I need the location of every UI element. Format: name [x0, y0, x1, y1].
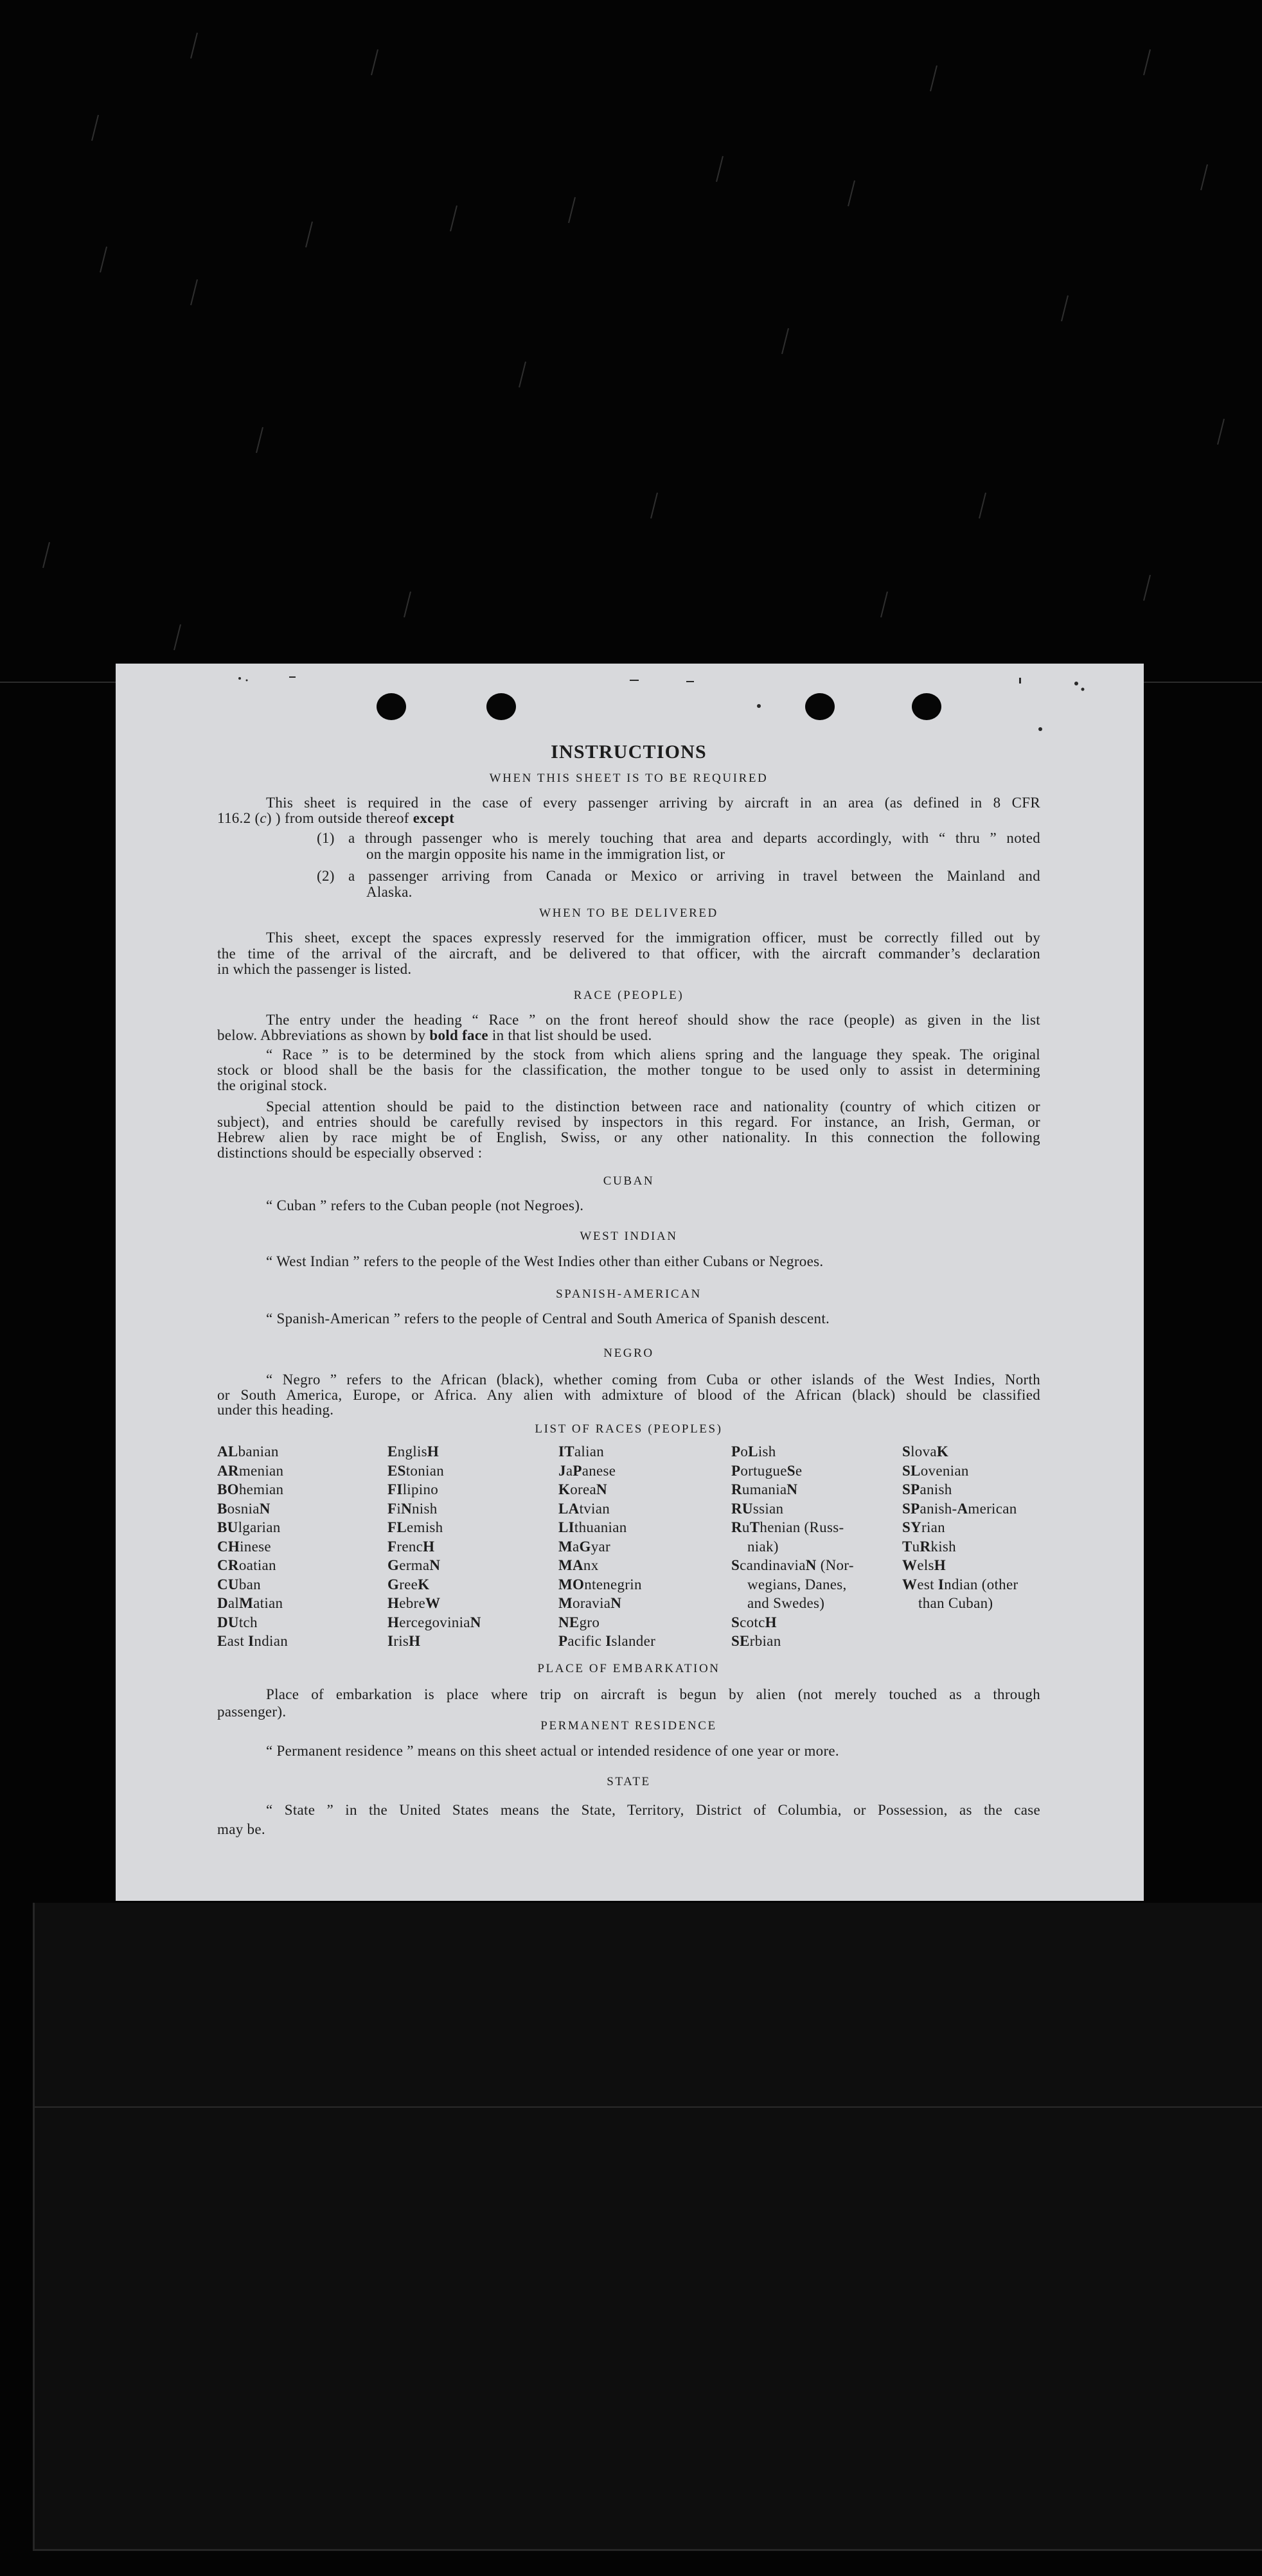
race-abbreviation-letters: A — [957, 1500, 968, 1517]
race-abbreviation-letters: N — [596, 1481, 607, 1497]
race-entry — [558, 1594, 655, 1613]
race-abbreviation-letters: DU — [217, 1614, 239, 1630]
race-abbreviation-letters: T — [749, 1519, 760, 1535]
section-heading-list-of-races: LIST OF RACES (PEOPLES) — [535, 1422, 723, 1436]
race-name-continuation: and Swedes) — [747, 1595, 825, 1611]
race-abbreviation-letters: H — [387, 1614, 400, 1630]
race-abbreviation-letters: SP — [902, 1500, 920, 1517]
exception-line: a passenger arriving from Canada or Mexico or arriving in travel between the Mainland and — [348, 868, 1040, 884]
race-abbreviation-letters: S — [731, 1614, 740, 1630]
paragraph-when-required — [217, 795, 1040, 826]
race-abbreviation-letters: J — [558, 1462, 566, 1479]
race-abbreviation-letters: FI — [387, 1481, 403, 1497]
exception-item — [217, 868, 1040, 900]
race-name: RuThenian (Russ- — [731, 1519, 844, 1535]
race-entry — [387, 1442, 481, 1461]
race-entry — [217, 1480, 288, 1499]
text-run: below. Abbreviations as shown by — [217, 1027, 430, 1043]
punch-hole — [486, 693, 516, 720]
race-entry — [558, 1632, 655, 1651]
race-abbreviation-letters: P — [731, 1462, 741, 1479]
race-name: PortugueSe — [731, 1462, 803, 1479]
race-name: GermaN — [387, 1557, 441, 1573]
race-entry — [217, 1594, 288, 1613]
race-abbreviation-letters: N — [787, 1481, 798, 1497]
race-entry — [558, 1556, 655, 1575]
race-entry — [731, 1442, 854, 1461]
race-name: ARmenian — [217, 1462, 284, 1479]
race-abbreviation-letters: G — [579, 1538, 591, 1555]
race-name: BUlgarian — [217, 1519, 281, 1535]
race-name: IrisH — [387, 1633, 421, 1649]
paragraph-line: Place of embarkation is place where trip on aircraft is begun by alien (not merely touched as a through — [266, 1686, 1040, 1702]
punch-hole — [805, 693, 835, 720]
exception-line: Alaska. — [366, 884, 413, 900]
race-name: EStonian — [387, 1462, 445, 1479]
race-abbreviation-letters: K — [418, 1576, 430, 1592]
race-entry — [902, 1556, 1018, 1575]
race-entry — [387, 1518, 481, 1537]
scan-specks — [116, 664, 1144, 741]
race-entry — [387, 1461, 481, 1481]
race-column — [558, 1442, 655, 1651]
race-entry — [902, 1499, 1018, 1519]
race-abbreviation-letters: H — [427, 1443, 440, 1460]
paragraph-race-entry — [217, 1012, 1040, 1043]
race-abbreviation-letters: SL — [902, 1462, 921, 1479]
race-name-continuation: wegians, Danes, — [747, 1576, 847, 1592]
race-entry — [731, 1613, 854, 1632]
section-heading-permanent-residence: PERMANENT RESIDENCE — [540, 1719, 717, 1733]
race-entry — [731, 1518, 854, 1556]
race-abbreviation-letters: I — [605, 1633, 612, 1649]
race-abbreviation-letters: SE — [731, 1633, 750, 1649]
race-name: LIthuanian — [558, 1519, 627, 1535]
race-abbreviation-letters: RU — [731, 1500, 753, 1517]
paragraph-line: Hebrew alien by race might be of English, Swiss, or any other nationality. In this connection the following — [217, 1129, 1040, 1145]
race-abbreviation-letters: SP — [902, 1481, 920, 1497]
paragraph-line: “ West Indian ” refers to the people of the West Indies other than either Cubans or Negroes. — [266, 1253, 824, 1269]
race-entry — [731, 1632, 854, 1651]
race-entry — [902, 1575, 1018, 1613]
race-name: SPanish-American — [902, 1500, 1017, 1517]
text-run: ) ) from outside thereof — [266, 810, 413, 826]
race-entry — [387, 1499, 481, 1519]
race-abbreviation-letters: W — [425, 1595, 441, 1611]
exception-line: a through passenger who is merely touching that area and departs accordingly, with “ thru ” noted — [348, 830, 1040, 846]
race-abbreviation-letters: K — [558, 1481, 571, 1497]
race-abbreviation-letters: LA — [558, 1500, 580, 1517]
race-column — [902, 1442, 1018, 1613]
race-name: JaPanese — [558, 1462, 616, 1479]
race-name: BosniaN — [217, 1500, 271, 1517]
race-entry — [558, 1518, 655, 1537]
adjacent-film-frame — [33, 1903, 1262, 2551]
paragraph-place-of-embarkation — [217, 1686, 1040, 1720]
race-abbreviation-letters: CH — [217, 1538, 240, 1555]
paragraph-permanent-residence — [217, 1743, 1040, 1759]
race-entry — [558, 1480, 655, 1499]
race-name: MOntenegrin — [558, 1576, 642, 1592]
race-abbreviation-letters: P — [731, 1443, 741, 1460]
paragraph-line: This sheet, except the spaces expressly reserved for the immigration officer, must be correctly filled out by — [266, 930, 1040, 946]
paragraph-line: “ Race ” is to be determined by the stock from which aliens spring and the language they speak. The original — [266, 1046, 1040, 1063]
race-name: FrencH — [387, 1538, 435, 1555]
race-abbreviation-letters: M — [239, 1595, 254, 1611]
race-entry — [387, 1594, 481, 1613]
race-column — [217, 1442, 288, 1651]
race-abbreviation-letters: E — [217, 1633, 227, 1649]
race-entry — [217, 1518, 288, 1537]
race-abbreviation-letters: R — [920, 1538, 931, 1555]
paragraph-line: subject), and entries should be carefully revised by inspectors in this regard. For instance, an Irish, German, or — [217, 1114, 1040, 1130]
paragraph-line: passenger). — [217, 1704, 287, 1720]
race-column — [731, 1442, 854, 1651]
section-heading-west-indian: WEST INDIAN — [580, 1230, 678, 1243]
race-name-continuation: than Cuban) — [918, 1595, 993, 1611]
italic-text: c — [260, 810, 267, 826]
paragraph-line: The entry under the heading “ Race ” on the front hereof should show the race (people) as given in the list — [266, 1012, 1040, 1028]
race-name: FLemish — [387, 1519, 443, 1535]
race-name: RUssian — [731, 1500, 784, 1517]
race-entry — [217, 1613, 288, 1632]
race-name: ALbanian — [217, 1443, 279, 1460]
paragraph-line: stock or blood shall be the basis for the classification, the mother tongue to be used only to assist in determining — [217, 1062, 1040, 1078]
paragraph-line: the time of the arrival of the aircraft, and be delivered to that officer, with the aircraft commander’s declaration — [217, 945, 1040, 962]
race-name: SlovaK — [902, 1443, 949, 1460]
race-entry — [558, 1499, 655, 1519]
race-abbreviation-letters: N — [805, 1557, 817, 1573]
race-name: ScotcH — [731, 1614, 777, 1630]
race-abbreviation-letters: H — [765, 1614, 777, 1630]
race-name: ITalian — [558, 1443, 605, 1460]
race-abbreviation-letters: N — [610, 1595, 622, 1611]
punch-hole — [912, 693, 941, 720]
section-heading-place-of-embarkation: PLACE OF EMBARKATION — [537, 1662, 720, 1675]
race-name: HercegoviniaN — [387, 1614, 481, 1630]
punch-hole — [377, 693, 406, 720]
race-name: West Indian (other — [902, 1576, 1018, 1592]
race-abbreviation-letters: IT — [558, 1443, 574, 1460]
race-name: FiNnish — [387, 1500, 438, 1517]
race-name-continuation: niak) — [747, 1538, 779, 1555]
paragraph-negro — [217, 1372, 1040, 1418]
race-abbreviation-letters: S — [902, 1443, 911, 1460]
race-abbreviation-letters: ES — [387, 1462, 406, 1479]
paragraph-line: or South America, Europe, or Africa. Any alien with admixture of blood of the African (black) should be classified — [217, 1386, 1040, 1403]
paragraph-race-nationality — [217, 1099, 1040, 1161]
bold-text: bold face — [429, 1027, 488, 1043]
race-abbreviation-letters: I — [248, 1633, 254, 1649]
race-entry — [558, 1461, 655, 1481]
paragraph-line: “ Spanish-American ” refers to the people of Central and South America of Spanish descent. — [266, 1310, 830, 1327]
race-abbreviation-letters: K — [936, 1443, 949, 1460]
race-name: RumaniaN — [731, 1481, 798, 1497]
race-name: GreeK — [387, 1576, 430, 1592]
section-heading-when-required: WHEN THIS SHEET IS TO BE REQUIRED — [489, 772, 769, 785]
race-name: WelsH — [902, 1557, 946, 1573]
race-entry — [558, 1575, 655, 1594]
paragraph-line: may be. — [217, 1821, 265, 1837]
section-heading-cuban: CUBAN — [603, 1174, 655, 1188]
race-name: MaGyar — [558, 1538, 611, 1555]
race-abbreviation-letters: H — [423, 1538, 435, 1555]
race-abbreviation-letters: L — [748, 1443, 758, 1460]
film-frame-line — [35, 2106, 1262, 2108]
document-title: INSTRUCTIONS — [551, 741, 707, 763]
paragraph-line: Special attention should be paid to the distinction between race and nationality (country of which citizen or — [266, 1098, 1040, 1115]
race-column — [387, 1442, 481, 1651]
race-entry — [902, 1518, 1018, 1537]
race-entry — [558, 1613, 655, 1632]
race-abbreviation-letters: CU — [217, 1576, 239, 1592]
instructions-sheet — [116, 664, 1144, 1901]
race-entry — [217, 1499, 288, 1519]
race-abbreviation-letters: AL — [217, 1443, 238, 1460]
race-abbreviation-letters: F — [387, 1500, 397, 1517]
race-abbreviation-letters: H — [409, 1633, 421, 1649]
race-entry — [558, 1442, 655, 1461]
race-abbreviation-letters: BU — [217, 1519, 238, 1535]
race-abbreviation-letters: LI — [558, 1519, 574, 1535]
race-entry — [387, 1613, 481, 1632]
section-heading-race: RACE (PEOPLE) — [573, 989, 684, 1002]
race-name: MAnx — [558, 1557, 599, 1573]
paragraph-line: “ Negro ” refers to the African (black), whether coming from Cuba or other islands of the West Indies, North — [266, 1372, 1040, 1388]
race-list — [116, 1442, 1144, 1654]
race-abbreviation-letters: W — [902, 1557, 918, 1573]
race-name: BOhemian — [217, 1481, 284, 1497]
race-entry — [731, 1556, 854, 1613]
race-name: SErbian — [731, 1633, 781, 1649]
race-name: CUban — [217, 1576, 261, 1592]
race-abbreviation-letters: E — [387, 1443, 398, 1460]
race-abbreviation-letters: MO — [558, 1576, 585, 1592]
race-abbreviation-letters: BO — [217, 1481, 239, 1497]
paragraph-line: “ Cuban ” refers to the Cuban people (not Negroes). — [266, 1197, 584, 1213]
race-name: Pacific Islander — [558, 1633, 656, 1649]
race-name: EnglisH — [387, 1443, 440, 1460]
race-entry — [217, 1442, 288, 1461]
race-entry — [902, 1442, 1018, 1461]
race-name: ScandinaviaN (Nor- — [731, 1557, 854, 1573]
paragraph-race-definition — [217, 1047, 1040, 1093]
paragraph-line: distinctions should be especially observed : — [217, 1145, 483, 1161]
race-name: SLovenian — [902, 1462, 969, 1479]
race-abbreviation-letters: M — [558, 1595, 573, 1611]
section-heading-spanish-american: SPANISH-AMERICAN — [556, 1287, 702, 1301]
race-entry — [902, 1480, 1018, 1499]
race-entry — [902, 1461, 1018, 1481]
race-abbreviation-letters: M — [558, 1538, 573, 1555]
race-name: DalMatian — [217, 1595, 283, 1611]
race-abbreviation-letters: N — [259, 1500, 271, 1517]
race-abbreviation-letters: NE — [558, 1614, 580, 1630]
film-scratches — [0, 0, 1262, 662]
race-abbreviation-letters: B — [217, 1500, 227, 1517]
race-entry — [217, 1461, 288, 1481]
race-abbreviation-letters: I — [938, 1576, 945, 1592]
race-abbreviation-letters: T — [902, 1538, 912, 1555]
race-abbreviation-letters: N — [401, 1500, 412, 1517]
race-name: East Indian — [217, 1633, 289, 1649]
exception-number: (2) — [317, 868, 335, 884]
paragraph-line: the original stock. — [217, 1077, 328, 1093]
race-abbreviation-letters: W — [902, 1576, 918, 1592]
race-abbreviation-letters: AR — [217, 1462, 239, 1479]
race-name: PoLish — [731, 1443, 776, 1460]
race-abbreviation-letters: P — [573, 1462, 582, 1479]
race-name: MoraviaN — [558, 1595, 622, 1611]
paragraph-line: This sheet is required in the case of every passenger arriving by aircraft in an area (as defined in 8 CFR — [266, 795, 1040, 811]
paragraph-spanish-american — [217, 1311, 1040, 1327]
race-abbreviation-letters: N — [470, 1614, 481, 1630]
race-name: KoreaN — [558, 1481, 607, 1497]
race-entry — [902, 1537, 1018, 1557]
paragraph-cuban — [217, 1198, 1040, 1213]
race-abbreviation-letters: R — [731, 1481, 742, 1497]
race-entry — [387, 1556, 481, 1575]
race-name: SPanish — [902, 1481, 952, 1497]
race-name: HebreW — [387, 1595, 441, 1611]
race-entry — [558, 1537, 655, 1557]
section-heading-state: STATE — [607, 1775, 651, 1788]
race-name: CRoatian — [217, 1557, 276, 1573]
race-abbreviation-letters: D — [217, 1595, 228, 1611]
text-run: in that list should be used. — [488, 1027, 652, 1043]
paragraph-line: “ Permanent residence ” means on this sheet actual or intended residence of one year or more. — [266, 1743, 839, 1759]
race-entry — [731, 1461, 854, 1481]
paragraph-state — [217, 1801, 1040, 1839]
race-entry — [387, 1632, 481, 1651]
race-abbreviation-letters: G — [387, 1576, 400, 1592]
race-entry — [731, 1480, 854, 1499]
bold-text: except — [413, 810, 455, 826]
race-name: FIlipino — [387, 1481, 439, 1497]
race-abbreviation-letters: P — [558, 1633, 568, 1649]
race-entry — [387, 1575, 481, 1594]
race-entry — [217, 1632, 288, 1651]
text-run: 116.2 ( — [217, 810, 260, 826]
race-entry — [217, 1556, 288, 1575]
race-abbreviation-letters: FL — [387, 1519, 407, 1535]
paragraph-when-delivered — [217, 930, 1040, 978]
race-name: CHinese — [217, 1538, 271, 1555]
race-abbreviation-letters: G — [387, 1557, 400, 1573]
race-entry — [387, 1537, 481, 1557]
section-heading-negro: NEGRO — [603, 1346, 654, 1360]
paragraph-line — [217, 1028, 1040, 1043]
race-abbreviation-letters: CR — [217, 1557, 239, 1573]
paragraph-line: “ State ” in the United States means the State, Territory, District of Columbia, or Possession, as the case — [266, 1802, 1040, 1818]
race-abbreviation-letters: H — [387, 1595, 400, 1611]
exception-line: on the margin opposite his name in the immigration list, or — [366, 846, 725, 862]
race-entry — [731, 1499, 854, 1519]
race-entry — [217, 1537, 288, 1557]
section-heading-when-delivered: WHEN TO BE DELIVERED — [539, 906, 718, 920]
race-abbreviation-letters: SY — [902, 1519, 922, 1535]
race-abbreviation-letters: F — [387, 1538, 397, 1555]
paragraph-line: in which the passenger is listed. — [217, 961, 412, 977]
race-abbreviation-letters: S — [731, 1557, 740, 1573]
race-abbreviation-letters: MA — [558, 1557, 583, 1573]
race-name: LAtvian — [558, 1500, 610, 1517]
race-abbreviation-letters: R — [731, 1519, 742, 1535]
paragraph-line — [217, 811, 1040, 826]
race-name: TuRkish — [902, 1538, 956, 1555]
race-entry — [217, 1575, 288, 1594]
race-abbreviation-letters: S — [787, 1462, 795, 1479]
race-abbreviation-letters: H — [934, 1557, 946, 1573]
paragraph-line: under this heading. — [217, 1402, 334, 1418]
exception-item — [217, 830, 1040, 862]
paragraph-west-indian — [217, 1254, 1040, 1269]
race-name: NEgro — [558, 1614, 600, 1630]
exception-number: (1) — [317, 830, 335, 846]
race-abbreviation-letters: I — [387, 1633, 394, 1649]
race-name: DUtch — [217, 1614, 258, 1630]
race-abbreviation-letters: N — [429, 1557, 441, 1573]
race-entry — [387, 1480, 481, 1499]
race-name: SYrian — [902, 1519, 945, 1535]
